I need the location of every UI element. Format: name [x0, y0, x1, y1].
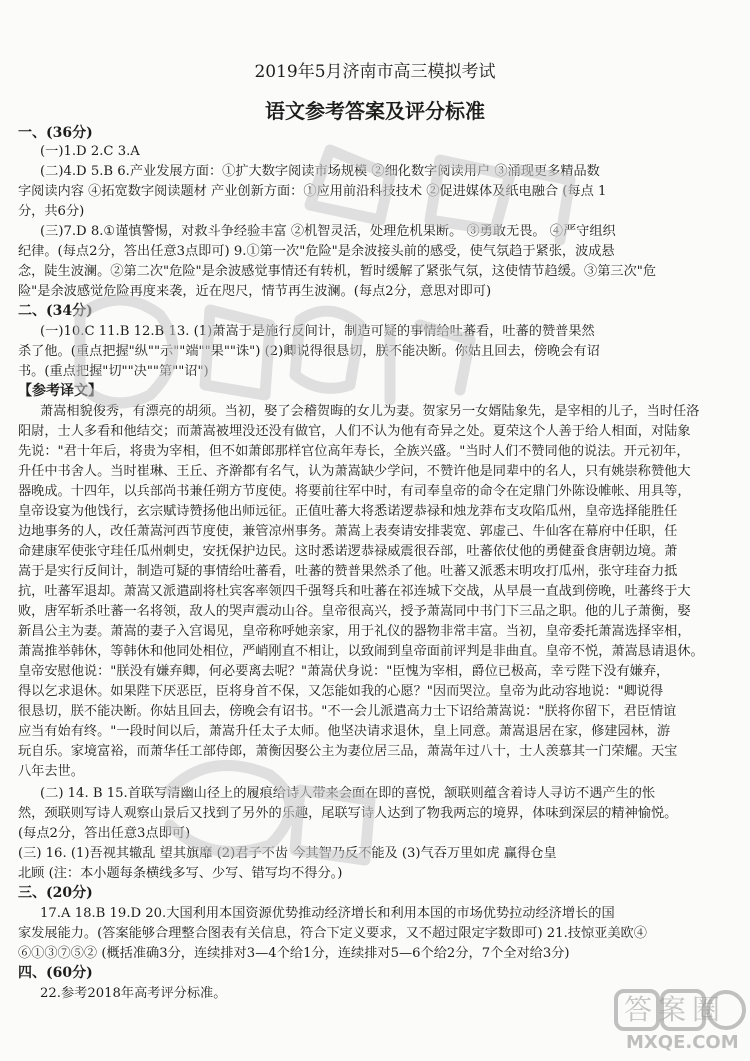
text-line: 17.A 18.B 19.D 20.大国利用本国资源优势推动经济增长和利用本国的市场优势拉动经济增长的国: [40, 906, 615, 921]
text-line: 八年去世。: [18, 764, 84, 779]
logo-domain-text: MXQE.COM: [626, 1032, 739, 1053]
logo-mark-text: 答案圈: [624, 993, 727, 1026]
text-line: ⑥①③⑦⑤② (概括准确3分，连续排对3—4个给1分，连续排对5—6个给2分，7个全对给3分): [18, 946, 570, 961]
text-line: (三) 16. (1)吾视其辙乱 望其旗靡 (2)君子不齿 今其智乃反不能及 (3)气吞万里如虎 赢得仓皇: [18, 846, 557, 861]
text-line: 命建康军使张守珪任瓜州刺史，安抚保护边民。这时悉诺逻恭禄威震很吞部，吐蕃依仗他的勇健蚕食唐朝边境。萧: [18, 544, 678, 559]
text-line: 阳尉，士人多看和他结交；而萧嵩被埋没还没有做官，人们不认为他有奇异之处。夏荣这个人善于给人相面，对陆象: [18, 424, 691, 439]
text-line: (二) 14. B 15.首联写清幽山径上的履痕给诗人带来会面在即的喜悦，颔联则蕴含着诗人寻访不遇产生的怅: [40, 786, 656, 801]
text-line: 皇帝安慰他说："朕没有嫌弃卿，何必要离去呢？"萧嵩伏身说："臣愧为宰相，爵位已极高，幸亏陛下没有嫌弃，: [18, 664, 670, 679]
text-line: 先说："君十年后，将贵为宰相，但不如萧郎那样官位高年寿长，全族兴盛。"当时人们不赞同他的说法。开元初年，: [18, 444, 690, 459]
section-heading: 【参考译文】: [18, 383, 102, 399]
text-line: (一)10.C 11.B 12.B 13. (1)萧嵩于是施行反间计，制造可疑的事情给吐蕃看，吐蕃的赞普果然: [40, 324, 595, 339]
section-heading: 三、(20分): [18, 885, 93, 901]
text-line: 萧嵩相貌俊秀，有漂亮的胡须。当初，娶了会稽贺晦的女儿为妻。贺家另一女婿陆象先，是宰相的儿子，当时任洛: [40, 404, 700, 419]
text-line: 纪律。(每点2分，答出任意3点即可) 9.①第一次"危险"是余波接头前的感受，使气氛趋于紧张，波成悬: [18, 244, 615, 259]
text-line: 家发展能力。(答案能够合理整合图表有关信息，符合下定义要求，又不超过限定字数即可) 21.技惊亚美欧④: [18, 926, 647, 941]
text-line: 升任中书舍人。当时崔琳、王丘、齐澣都有名气，认为萧嵩缺少学问，不赞许他是同辈中的名人，只有姚崇称赞他大: [18, 464, 691, 479]
text-line: 败，唐军斩杀吐蕃一名将领，敌人的哭声震动山谷。皇帝很高兴，授予萧嵩同中书门下三品之职。他的儿子萧衡，娶: [18, 604, 691, 619]
text-line: (三)7.D 8.①谨慎警惕，对救斗争经验丰富 ②机智灵活，处理危机果断。 ③勇敢无畏。 ④严守组织: [40, 224, 616, 239]
section-heading: 一、(36分): [18, 125, 93, 141]
text-line: 22.参考2018年高考评分标准。: [40, 986, 227, 1001]
text-line: (每点2分，答出任意3点即可): [18, 826, 191, 841]
text-line: 器晚成。十四年，以兵部尚书兼任朔方节度使。将要前往军中时，有司奉皇帝的命令在定鼎门外陈设帷帐、用具等，: [18, 484, 691, 499]
text-line: (二)4.D 5.B 6.产业发展方面：①扩大数字阅读市场规模 ②细化数字阅读用户 ③涌现更多精品数: [40, 164, 600, 179]
text-line: 然，颈联则写诗人观察山景后又找到了另外的乐趣，尾联写诗人达到了物我两忘的境界，体味到深层的精神愉悦。: [18, 806, 678, 821]
section-heading: 四、(60分): [18, 965, 93, 981]
text-line: 嵩于是实行反间计，制造可疑的事情给吐蕃看，吐蕃的赞普果然杀了他。吐蕃又派悉末明攻打瓜州，张守珪奋力抵: [18, 564, 678, 579]
text-line: 萧嵩推举韩休，等韩休和他同处相位，严峭刚直不相让，以致闹到皇帝面前评判是非曲直。皇帝不悦，萧嵩恳请退休。: [18, 644, 704, 659]
text-line: (一)1.D 2.C 3.A: [40, 144, 140, 159]
text-line: 念，陡生波澜。②第二次"危险"是余波感觉事情还有转机，暂时缓解了紧张气氛，这使情节趋缓。③第三次"危: [18, 264, 657, 279]
text-line: 得以乞求退休。如果陛下厌恶臣，臣将身首不保，又怎能如我的心愿？"因而哭泣。皇帝为此动容地说："卿说得: [18, 684, 664, 699]
text-line: 字阅读内容 ④拓宽数字阅读题材 产业创新方面：①应用前沿科技技术 ②促进媒体及纸电融合 (每点 1: [18, 184, 607, 199]
text-line: 书。(重点把握"切""决""第""诏"): [18, 364, 209, 379]
text-line: 很恳切，朕不能决断。你姑且回去，傍晚会有诏书。"不一会儿派遣高力士下诏给萧嵩说："朕将你留下，君臣情谊: [18, 704, 677, 719]
text-line: 边地事务的人，改任萧嵩河西节度使，兼管凉州事务。萧嵩上表奏请安排裴宽、郭虚己、牛仙客在幕府中任职，任: [18, 524, 678, 539]
text-line: 应当有始有终。"一段时间以后，萧嵩升任太子太师。他坚决请求退休，皇上同意。萧嵩退居在家，修建园林，游: [18, 724, 671, 739]
document-title: 语文参考答案及评分标准: [265, 99, 485, 123]
text-line: 险"是余波感觉危险再度来袭，近在咫尺，情节再生波澜。(每点2分，意思对即可): [18, 284, 492, 299]
text-line: 分，共6分): [18, 204, 85, 219]
text-line: 皇帝设宴为他饯行，玄宗赋诗赞扬他出师远征。正值吐蕃大将悉诺逻恭禄和烛龙莽布支攻陷瓜州，皇帝选择能胜任: [18, 504, 678, 519]
text-line: 新昌公主为妻。萧嵩的妻子入宫谒见，皇帝称呼她亲家，用于礼仪的器物非常丰富。当初，皇帝委托萧嵩选择宰相，: [18, 624, 691, 639]
exam-title: 2019年5月济南市高三模拟考试: [254, 62, 496, 82]
text-line: 杀了他。(重点把握"纵""示""端""果""诛") (2)卿说得很恳切，朕不能决断。你姑且回去，傍晚会有诏: [18, 344, 600, 359]
text-line: 玩自乐。家境富裕，而萧华任工部侍郎，萧衡因娶公主为妻位居三品，萧嵩年过八十，士人羡慕其一门荣耀。天宝: [18, 744, 678, 759]
section-heading: 二、(34分): [18, 303, 93, 319]
text-line: 抗，吐蕃军退却。萧嵩又派遣副将杜宾客率领四千强弩兵和吐蕃在祁连城下交战，从早晨一直战到傍晚，吐蕃终于大: [18, 584, 691, 599]
text-line: 北顾 (注：本小题每条横线多写、少写、错写均不得分。): [18, 866, 343, 881]
